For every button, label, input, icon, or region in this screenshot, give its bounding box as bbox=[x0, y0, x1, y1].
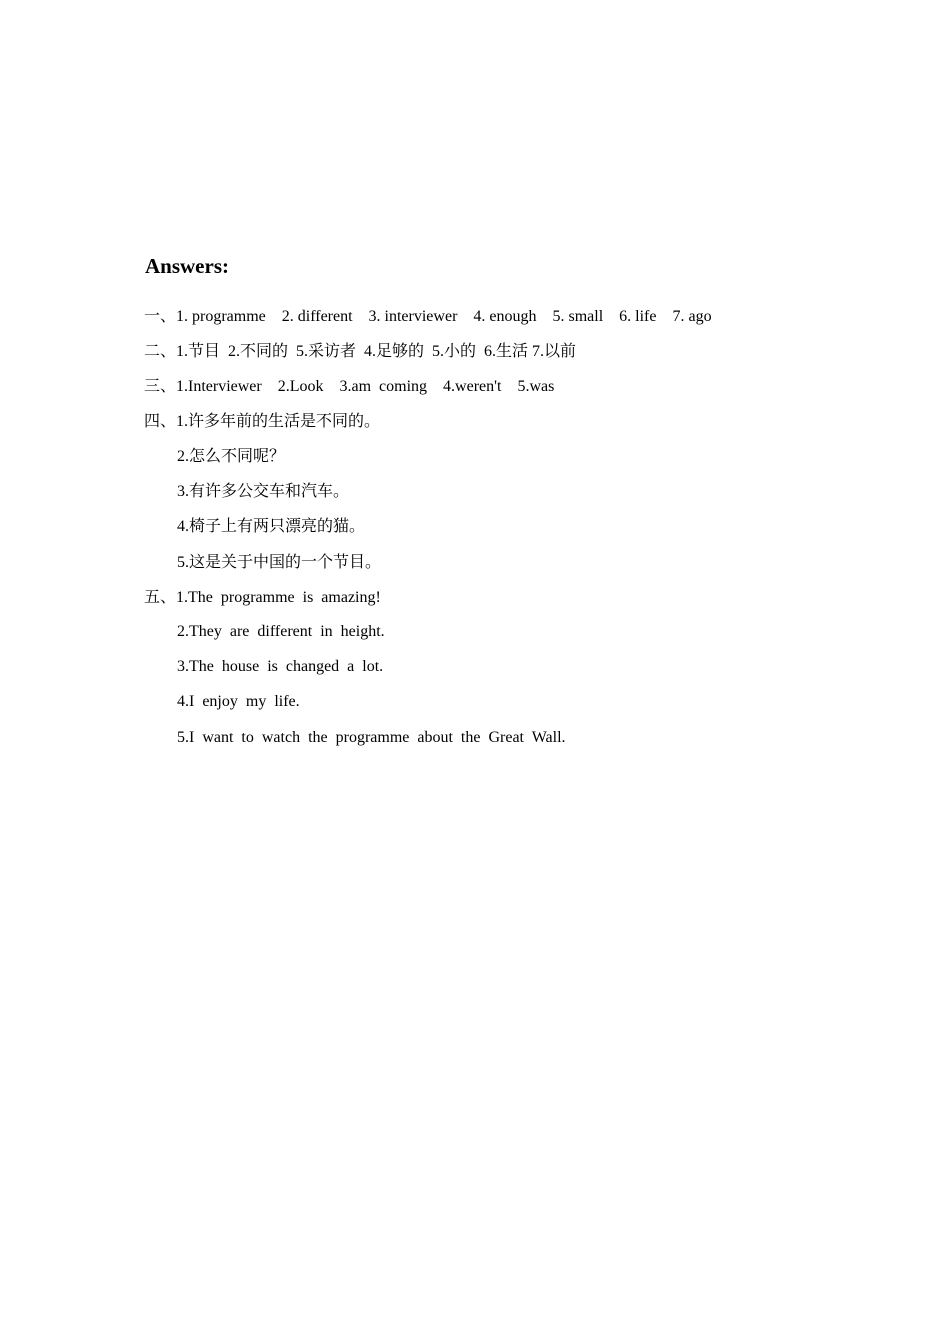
section-5-answer-1: 五、1.The programme is amazing! bbox=[144, 589, 381, 606]
section-1-answers: 一、1. programme 2. different 3. interviewer 4. enough 5. small 6. life 7. ago bbox=[144, 308, 712, 325]
section-5-answer-3: 3.The house is changed a lot. bbox=[177, 658, 384, 675]
answers-heading: Answers: bbox=[145, 254, 229, 278]
section-4-answer-3: 3.有许多公交车和汽车。 bbox=[177, 483, 350, 500]
section-4-answer-5: 5.这是关于中国的一个节目。 bbox=[177, 554, 382, 571]
section-5-answer-2: 2.They are different in height. bbox=[177, 623, 385, 640]
section-4-answer-4: 4.椅子上有两只漂亮的猫。 bbox=[177, 518, 366, 535]
section-5-answer-4: 4.I enjoy my life. bbox=[177, 693, 300, 710]
section-4-answer-2: 2.怎么不同呢？ bbox=[177, 448, 286, 465]
section-4-answer-1: 四、1.许多年前的生活是不同的。 bbox=[144, 413, 381, 430]
section-2-answers: 二、1.节目 2.不同的 5.采访者 4.足够的 5.小的 6.生活 7.以前 bbox=[144, 343, 577, 360]
section-5-answer-5: 5.I want to watch the programme about the Great Wall. bbox=[177, 729, 566, 746]
section-3-answers: 三、1.Interviewer 2.Look 3.am coming 4.weren't 5.was bbox=[144, 378, 555, 395]
